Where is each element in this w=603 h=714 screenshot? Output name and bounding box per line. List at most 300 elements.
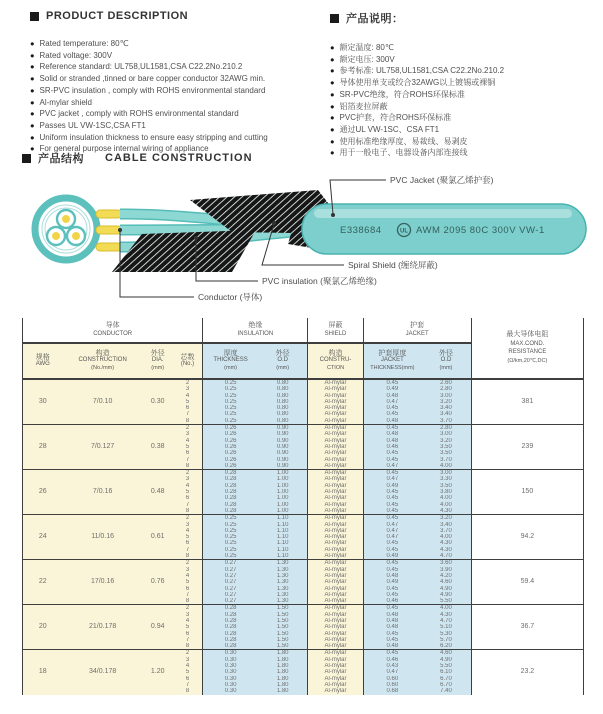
cores-cell: 8 bbox=[173, 643, 203, 650]
cores-cell: 8 bbox=[173, 553, 203, 560]
awg-cell: 18 bbox=[23, 650, 63, 695]
product-description-zh-title-text: 产品说明： bbox=[346, 13, 404, 25]
ins-od-cell: 1.10 bbox=[258, 540, 308, 546]
product-description-zh-title bbox=[330, 10, 593, 26]
label-spiral-shield: Spiral Shield (缠绕屏蔽) bbox=[348, 260, 438, 270]
cores-cell: 2 bbox=[173, 650, 203, 657]
shield-construction-cell: Al-mylar bbox=[308, 528, 363, 534]
jacket-thickness-cell: 0.48 bbox=[363, 573, 421, 579]
jacket-od-cell: 2.60 bbox=[421, 379, 471, 386]
jacket-thickness-cell: 0.45 bbox=[363, 515, 421, 522]
ins-thickness-cell: 0.28 bbox=[203, 489, 258, 495]
shield-construction-cell: Al-mylar bbox=[308, 379, 363, 386]
cores-cell: 4 bbox=[173, 528, 203, 534]
cores-cell: 2 bbox=[173, 560, 203, 567]
jacket-thickness-cell: 0.45 bbox=[363, 605, 421, 612]
ins-od-cell: 1.00 bbox=[258, 476, 308, 482]
shield-construction-cell: Al-mylar bbox=[308, 579, 363, 585]
ins-od-cell: 1.50 bbox=[258, 612, 308, 618]
cores-cell: 8 bbox=[173, 508, 203, 515]
jacket-thickness-cell: 0.47 bbox=[363, 534, 421, 540]
jacket-od-cell: 3.60 bbox=[421, 560, 471, 567]
shield-construction-cell: Al-mylar bbox=[308, 560, 363, 567]
jacket-thickness-cell: 0.45 bbox=[363, 425, 421, 432]
svg-text:UL: UL bbox=[400, 228, 408, 235]
ins-od-cell: 1.80 bbox=[258, 650, 308, 657]
jacket-od-cell: 3.20 bbox=[421, 399, 471, 405]
spec-item-zh: ● SR-PVC绝缘，符合ROHS环保标准 bbox=[330, 89, 593, 101]
ins-thickness-cell: 0.28 bbox=[203, 618, 258, 624]
cores-cell: 3 bbox=[173, 522, 203, 528]
ins-od-cell: 1.00 bbox=[258, 470, 308, 477]
group-header-jacket: 护套 JACKET bbox=[363, 318, 471, 343]
cores-cell: 5 bbox=[173, 489, 203, 495]
cores-cell: 6 bbox=[173, 676, 203, 682]
jacket-od-cell: 4.90 bbox=[421, 586, 471, 592]
specification-table-wrap bbox=[22, 318, 584, 695]
shield-construction-cell: Al-mylar bbox=[308, 605, 363, 612]
construction-cell: 21/0.178 bbox=[63, 605, 143, 650]
jacket-thickness-cell: 0.45 bbox=[363, 411, 421, 417]
col-awg: 规格 AWG bbox=[23, 343, 63, 379]
cores-cell: 6 bbox=[173, 540, 203, 546]
ins-thickness-cell: 0.27 bbox=[203, 567, 258, 573]
ins-thickness-cell: 0.25 bbox=[203, 399, 258, 405]
cores-cell: 6 bbox=[173, 405, 203, 411]
ins-od-cell: 1.50 bbox=[258, 618, 308, 624]
shield-construction-cell: Al-mylar bbox=[308, 663, 363, 669]
awg-cell: 22 bbox=[23, 560, 63, 605]
ins-od-cell: 0.90 bbox=[258, 457, 308, 463]
jacket-od-cell: 4.60 bbox=[421, 579, 471, 585]
cores-cell: 7 bbox=[173, 547, 203, 553]
ins-od-cell: 1.10 bbox=[258, 553, 308, 560]
cores-cell: 4 bbox=[173, 483, 203, 489]
cores-cell: 5 bbox=[173, 534, 203, 540]
jacket-thickness-cell: 0.68 bbox=[363, 688, 421, 694]
shield-construction-cell: Al-mylar bbox=[308, 399, 363, 405]
shield-construction-cell: Al-mylar bbox=[308, 438, 363, 444]
ins-od-cell: 1.80 bbox=[258, 669, 308, 675]
spec-item-en: ● Passes UL VW-1SC,CSA FT1 bbox=[30, 120, 330, 132]
product-description-title bbox=[30, 10, 330, 22]
jacket-thickness-cell: 0.45 bbox=[363, 502, 421, 508]
square-bullet-icon bbox=[330, 14, 339, 23]
cores-cell: 8 bbox=[173, 598, 203, 605]
jacket-thickness-cell: 0.49 bbox=[363, 553, 421, 560]
ins-thickness-cell: 0.25 bbox=[203, 418, 258, 425]
jacket-thickness-cell: 0.43 bbox=[363, 663, 421, 669]
cores-cell: 6 bbox=[173, 586, 203, 592]
jacket-thickness-cell: 0.48 bbox=[363, 393, 421, 399]
jacket-thickness-cell: 0.45 bbox=[363, 650, 421, 657]
ins-thickness-cell: 0.28 bbox=[203, 508, 258, 515]
jacket-od-cell: 4.30 bbox=[421, 612, 471, 618]
ins-od-cell: 1.30 bbox=[258, 592, 308, 598]
cores-cell: 3 bbox=[173, 476, 203, 482]
jacket-od-cell: 6.10 bbox=[421, 669, 471, 675]
ins-thickness-cell: 0.27 bbox=[203, 586, 258, 592]
cores-cell: 4 bbox=[173, 393, 203, 399]
shield-construction-cell: Al-mylar bbox=[308, 586, 363, 592]
jacket-od-cell: 4.30 bbox=[421, 508, 471, 515]
col-ins-od: 外径 O.D (mm) bbox=[258, 343, 308, 379]
resistance-cell: 381 bbox=[471, 379, 583, 425]
ins-thickness-cell: 0.25 bbox=[203, 393, 258, 399]
pvc-jacket bbox=[302, 204, 586, 254]
cable-side-view bbox=[96, 175, 586, 302]
ins-od-cell: 0.80 bbox=[258, 411, 308, 417]
cores-cell: 7 bbox=[173, 502, 203, 508]
jacket-thickness-cell: 0.48 bbox=[363, 643, 421, 650]
ins-thickness-cell: 0.27 bbox=[203, 579, 258, 585]
shield-construction-cell: Al-mylar bbox=[308, 618, 363, 624]
col-dia: 外径 DIA. (mm) bbox=[143, 343, 173, 379]
jacket-thickness-cell: 0.46 bbox=[363, 444, 421, 450]
ins-thickness-cell: 0.25 bbox=[203, 540, 258, 546]
jacket-thickness-cell: 0.47 bbox=[363, 522, 421, 528]
jacket-od-cell: 5.50 bbox=[421, 663, 471, 669]
dia-cell: 0.61 bbox=[143, 515, 173, 560]
ins-od-cell: 1.00 bbox=[258, 483, 308, 489]
shield-construction-cell: Al-mylar bbox=[308, 669, 363, 675]
ins-thickness-cell: 0.28 bbox=[203, 476, 258, 482]
spec-item-zh: ● 用于一般电子、电器设备内部连接线 bbox=[330, 147, 593, 159]
jacket-od-cell: 3.80 bbox=[421, 489, 471, 495]
ins-thickness-cell: 0.25 bbox=[203, 522, 258, 528]
construction-cell: 7/0.127 bbox=[63, 425, 143, 470]
jacket-od-cell: 4.30 bbox=[421, 540, 471, 546]
jacket-od-cell: 5.10 bbox=[421, 624, 471, 630]
ins-od-cell: 1.50 bbox=[258, 637, 308, 643]
ins-od-cell: 1.30 bbox=[258, 598, 308, 605]
ins-thickness-cell: 0.27 bbox=[203, 592, 258, 598]
shield-construction-cell: Al-mylar bbox=[308, 637, 363, 643]
label-pvc-jacket: PVC Jacket (聚氯乙烯护套) bbox=[390, 175, 494, 185]
cores-cell: 6 bbox=[173, 631, 203, 637]
shield-construction-cell: Al-mylar bbox=[308, 444, 363, 450]
construction-cell: 7/0.16 bbox=[63, 470, 143, 515]
spec-item-zh: ● PVC护套，符合ROHS环保标准 bbox=[330, 112, 593, 124]
ins-thickness-cell: 0.28 bbox=[203, 612, 258, 618]
ins-thickness-cell: 0.28 bbox=[203, 637, 258, 643]
dia-cell: 0.30 bbox=[143, 379, 173, 425]
jacket-thickness-cell: 0.45 bbox=[363, 586, 421, 592]
ins-od-cell: 1.10 bbox=[258, 515, 308, 522]
shield-construction-cell: Al-mylar bbox=[308, 470, 363, 477]
jacket-thickness-cell: 0.48 bbox=[363, 612, 421, 618]
ins-thickness-cell: 0.26 bbox=[203, 444, 258, 450]
ins-od-cell: 1.10 bbox=[258, 528, 308, 534]
jacket-thickness-cell: 0.45 bbox=[363, 637, 421, 643]
square-bullet-icon bbox=[30, 12, 39, 21]
square-bullet-icon bbox=[22, 154, 31, 163]
awg-cell: 28 bbox=[23, 425, 63, 470]
jacket-od-cell: 4.00 bbox=[421, 463, 471, 470]
ins-thickness-cell: 0.26 bbox=[203, 425, 258, 432]
ins-thickness-cell: 0.30 bbox=[203, 669, 258, 675]
jacket-thickness-cell: 0.45 bbox=[363, 405, 421, 411]
ins-od-cell: 0.80 bbox=[258, 418, 308, 425]
ins-thickness-cell: 0.27 bbox=[203, 573, 258, 579]
cores-cell: 5 bbox=[173, 624, 203, 630]
dia-cell: 0.38 bbox=[143, 425, 173, 470]
jacket-thickness-cell: 0.47 bbox=[363, 463, 421, 470]
construction-title-zh: 产品结构 bbox=[38, 153, 84, 165]
spec-item-zh: ● 参考标准: UL758,UL1581,CSA C22.2No.210.2 bbox=[330, 65, 593, 77]
shield-construction-cell: Al-mylar bbox=[308, 682, 363, 688]
jacket-od-cell: 4.00 bbox=[421, 495, 471, 501]
jacket-thickness-cell: 0.45 bbox=[363, 379, 421, 386]
cores-cell: 4 bbox=[173, 618, 203, 624]
spec-item-en: ● PVC jacket , comply with ROHS environmental standard bbox=[30, 108, 330, 120]
ins-od-cell: 1.80 bbox=[258, 688, 308, 694]
ins-od-cell: 0.90 bbox=[258, 450, 308, 456]
shield-construction-cell: Al-mylar bbox=[308, 592, 363, 598]
jacket-od-cell: 5.30 bbox=[421, 631, 471, 637]
jacket-od-cell: 3.70 bbox=[421, 418, 471, 425]
dia-cell: 1.20 bbox=[143, 650, 173, 695]
cores-cell: 8 bbox=[173, 418, 203, 425]
spec-item-en: ● Rated temperature: 80℃ bbox=[30, 38, 330, 50]
cores-cell: 8 bbox=[173, 688, 203, 694]
col-jacket-thickness: 护套厚度 JACKET THICKNESS(mm) bbox=[363, 343, 421, 379]
spec-item-en: ● For general purpose internal wiring of appliance bbox=[30, 143, 330, 155]
jacket-thickness-cell: 0.49 bbox=[363, 579, 421, 585]
resistance-cell: 59.4 bbox=[471, 560, 583, 605]
cores-cell: 7 bbox=[173, 411, 203, 417]
label-pvc-insulation: PVC insulation (聚氯乙烯绝缘) bbox=[262, 276, 377, 286]
jacket-thickness-cell: 0.48 bbox=[363, 418, 421, 425]
ins-thickness-cell: 0.26 bbox=[203, 431, 258, 437]
group-header-insulation: 绝缘 INSULATION bbox=[203, 318, 308, 343]
group-header-shield: 屏蔽 SHIELD bbox=[308, 318, 363, 343]
shield-construction-cell: Al-mylar bbox=[308, 522, 363, 528]
shield-construction-cell: Al-mylar bbox=[308, 411, 363, 417]
jacket-od-cell: 4.20 bbox=[421, 573, 471, 579]
shield-construction-cell: Al-mylar bbox=[308, 463, 363, 470]
spec-list-zh bbox=[330, 42, 593, 159]
jacket-thickness-cell: 0.45 bbox=[363, 540, 421, 546]
ins-thickness-cell: 0.25 bbox=[203, 528, 258, 534]
ins-thickness-cell: 0.26 bbox=[203, 463, 258, 470]
jacket-thickness-cell: 0.47 bbox=[363, 669, 421, 675]
spec-item-en: ● SR-PVC insulation , comply with ROHS environmental standard bbox=[30, 85, 330, 97]
product-description-title-text: PRODUCT DESCRIPTION bbox=[46, 10, 189, 22]
ins-od-cell: 1.30 bbox=[258, 560, 308, 567]
jacket-od-cell: 3.00 bbox=[421, 431, 471, 437]
label-conductor: Conductor (导体) bbox=[198, 292, 263, 302]
cores-cell: 4 bbox=[173, 573, 203, 579]
shield-construction-cell: Al-mylar bbox=[308, 483, 363, 489]
cores-cell: 3 bbox=[173, 612, 203, 618]
ins-od-cell: 1.80 bbox=[258, 657, 308, 663]
shield-construction-cell: Al-mylar bbox=[308, 688, 363, 694]
cores-cell: 6 bbox=[173, 450, 203, 456]
cores-cell: 2 bbox=[173, 470, 203, 477]
ins-thickness-cell: 0.26 bbox=[203, 450, 258, 456]
ins-thickness-cell: 0.28 bbox=[203, 483, 258, 489]
jacket-thickness-cell: 0.45 bbox=[363, 457, 421, 463]
shield-construction-cell: Al-mylar bbox=[308, 502, 363, 508]
ins-od-cell: 1.00 bbox=[258, 502, 308, 508]
jacket-marking-left: E338684 bbox=[340, 225, 382, 236]
dia-cell: 0.48 bbox=[143, 470, 173, 515]
jacket-od-cell: 4.60 bbox=[421, 650, 471, 657]
awg-cell: 20 bbox=[23, 605, 63, 650]
jacket-od-cell: 4.00 bbox=[421, 502, 471, 508]
cores-cell: 3 bbox=[173, 657, 203, 663]
ins-od-cell: 0.90 bbox=[258, 444, 308, 450]
shield-construction-cell: Al-mylar bbox=[308, 624, 363, 630]
ins-thickness-cell: 0.25 bbox=[203, 547, 258, 553]
jacket-od-cell: 3.20 bbox=[421, 438, 471, 444]
cores-cell: 8 bbox=[173, 463, 203, 470]
jacket-od-cell: 4.00 bbox=[421, 534, 471, 540]
shield-construction-cell: Al-mylar bbox=[308, 476, 363, 482]
jacket-od-cell: 4.00 bbox=[421, 605, 471, 612]
jacket-thickness-cell: 0.45 bbox=[363, 631, 421, 637]
col-cores: 芯数 (No.) bbox=[173, 343, 203, 379]
product-description-en bbox=[30, 10, 330, 154]
jacket-thickness-cell: 0.45 bbox=[363, 560, 421, 567]
spec-item-en: ● Uniform insulation thickness to ensure easy stripping and cutting bbox=[30, 132, 330, 144]
jacket-od-cell: 3.40 bbox=[421, 411, 471, 417]
jacket-thickness-cell: 0.47 bbox=[363, 528, 421, 534]
jacket-od-cell: 3.40 bbox=[421, 522, 471, 528]
ins-thickness-cell: 0.30 bbox=[203, 663, 258, 669]
jacket-thickness-cell: 0.49 bbox=[363, 483, 421, 489]
spec-item-zh: ● 额定温度: 80℃ bbox=[330, 42, 593, 54]
jacket-thickness-cell: 0.45 bbox=[363, 450, 421, 456]
specification-table bbox=[22, 318, 584, 695]
ins-thickness-cell: 0.30 bbox=[203, 676, 258, 682]
ins-od-cell: 1.50 bbox=[258, 624, 308, 630]
ins-od-cell: 1.30 bbox=[258, 579, 308, 585]
ins-od-cell: 1.80 bbox=[258, 676, 308, 682]
ins-thickness-cell: 0.26 bbox=[203, 457, 258, 463]
ins-od-cell: 0.90 bbox=[258, 438, 308, 444]
shield-construction-cell: Al-mylar bbox=[308, 547, 363, 553]
ins-od-cell: 0.80 bbox=[258, 393, 308, 399]
ins-od-cell: 0.90 bbox=[258, 463, 308, 470]
construction-cell: 17/0.16 bbox=[63, 560, 143, 605]
ins-thickness-cell: 0.28 bbox=[203, 605, 258, 612]
cores-cell: 2 bbox=[173, 425, 203, 432]
ins-od-cell: 1.30 bbox=[258, 567, 308, 573]
shield-construction-cell: Al-mylar bbox=[308, 676, 363, 682]
ins-thickness-cell: 0.28 bbox=[203, 470, 258, 477]
cores-cell: 5 bbox=[173, 444, 203, 450]
ins-thickness-cell: 0.25 bbox=[203, 534, 258, 540]
jacket-thickness-cell: 0.48 bbox=[363, 431, 421, 437]
jacket-od-cell: 4.90 bbox=[421, 592, 471, 598]
shield-construction-cell: Al-mylar bbox=[308, 386, 363, 392]
shield-construction-cell: Al-mylar bbox=[308, 508, 363, 515]
jacket-thickness-cell: 0.49 bbox=[363, 386, 421, 392]
ins-thickness-cell: 0.25 bbox=[203, 553, 258, 560]
ins-od-cell: 0.90 bbox=[258, 425, 308, 432]
awg-cell: 26 bbox=[23, 470, 63, 515]
resistance-cell: 94.2 bbox=[471, 515, 583, 560]
shield-construction-cell: Al-mylar bbox=[308, 573, 363, 579]
resistance-cell: 150 bbox=[471, 470, 583, 515]
jacket-thickness-cell: 0.45 bbox=[363, 489, 421, 495]
ins-thickness-cell: 0.30 bbox=[203, 682, 258, 688]
ins-od-cell: 1.00 bbox=[258, 495, 308, 501]
jacket-od-cell: 3.70 bbox=[421, 528, 471, 534]
shield-construction-cell: Al-mylar bbox=[308, 631, 363, 637]
jacket-thickness-cell: 0.46 bbox=[363, 598, 421, 605]
ins-od-cell: 0.80 bbox=[258, 399, 308, 405]
shield-construction-cell: Al-mylar bbox=[308, 650, 363, 657]
awg-cell: 24 bbox=[23, 515, 63, 560]
jacket-od-cell: 4.90 bbox=[421, 657, 471, 663]
jacket-od-cell: 3.50 bbox=[421, 444, 471, 450]
group-header-conductor: 导体 CONDUCTOR bbox=[23, 318, 203, 343]
jacket-thickness-cell: 0.47 bbox=[363, 399, 421, 405]
product-description-zh bbox=[330, 10, 593, 158]
ins-od-cell: 1.10 bbox=[258, 522, 308, 528]
construction-cell: 34/0.178 bbox=[63, 650, 143, 695]
cores-cell: 7 bbox=[173, 637, 203, 643]
spec-item-en: ● Rated voltage: 300V bbox=[30, 50, 330, 62]
jacket-thickness-cell: 0.46 bbox=[363, 657, 421, 663]
jacket-thickness-cell: 0.45 bbox=[363, 495, 421, 501]
spec-item-zh: ● 通过UL VW-1SC、CSA FT1 bbox=[330, 124, 593, 136]
jacket-thickness-cell: 0.45 bbox=[363, 470, 421, 477]
ins-thickness-cell: 0.25 bbox=[203, 379, 258, 386]
col-construction: 构造 CONSTRUCTION (No./mm) bbox=[63, 343, 143, 379]
dia-cell: 0.76 bbox=[143, 560, 173, 605]
shield-construction-cell: Al-mylar bbox=[308, 540, 363, 546]
jacket-thickness-cell: 0.60 bbox=[363, 682, 421, 688]
jacket-od-cell: 7.40 bbox=[421, 688, 471, 694]
ins-od-cell: 1.80 bbox=[258, 682, 308, 688]
shield-construction-cell: Al-mylar bbox=[308, 457, 363, 463]
ins-od-cell: 1.80 bbox=[258, 663, 308, 669]
shield-construction-cell: Al-mylar bbox=[308, 431, 363, 437]
spec-item-en: ● Solid or stranded ,tinned or bare copper conductor 32AWG min. bbox=[30, 73, 330, 85]
cores-cell: 5 bbox=[173, 579, 203, 585]
cores-cell: 7 bbox=[173, 682, 203, 688]
jacket-od-cell: 2.80 bbox=[421, 425, 471, 432]
cores-cell: 3 bbox=[173, 431, 203, 437]
ins-od-cell: 1.30 bbox=[258, 586, 308, 592]
shield-construction-cell: Al-mylar bbox=[308, 553, 363, 560]
ins-od-cell: 1.10 bbox=[258, 547, 308, 553]
resistance-cell: 23.2 bbox=[471, 650, 583, 695]
ins-thickness-cell: 0.25 bbox=[203, 405, 258, 411]
ins-od-cell: 1.50 bbox=[258, 643, 308, 650]
shield-construction-cell: Al-mylar bbox=[308, 425, 363, 432]
cores-cell: 5 bbox=[173, 399, 203, 405]
cable-cross-section bbox=[35, 198, 97, 260]
shield-construction-cell: Al-mylar bbox=[308, 495, 363, 501]
ins-thickness-cell: 0.25 bbox=[203, 411, 258, 417]
jacket-thickness-cell: 0.45 bbox=[363, 508, 421, 515]
ins-od-cell: 1.00 bbox=[258, 489, 308, 495]
ins-thickness-cell: 0.25 bbox=[203, 386, 258, 392]
jacket-od-cell: 5.50 bbox=[421, 598, 471, 605]
jacket-od-cell: 3.00 bbox=[421, 393, 471, 399]
ins-thickness-cell: 0.27 bbox=[203, 598, 258, 605]
jacket-od-cell: 2.80 bbox=[421, 386, 471, 392]
ins-od-cell: 1.50 bbox=[258, 631, 308, 637]
cores-cell: 7 bbox=[173, 457, 203, 463]
resistance-cell: 239 bbox=[471, 425, 583, 470]
construction-cell: 11/0.16 bbox=[63, 515, 143, 560]
